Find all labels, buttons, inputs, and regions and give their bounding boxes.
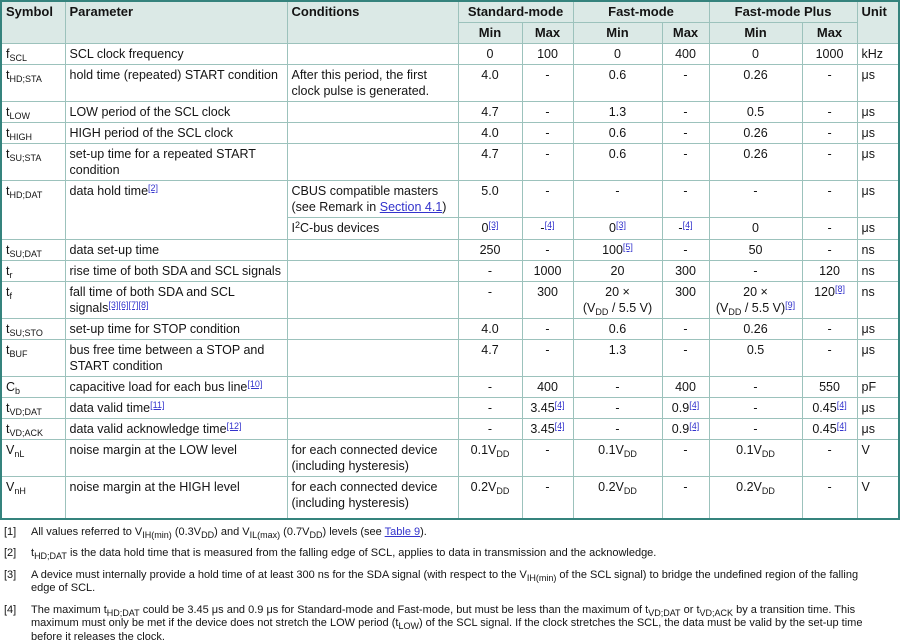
value-cell: -	[802, 218, 857, 240]
symbol-cell: $V_{nL}$	[1, 440, 65, 477]
footnote-link[interactable]: [7]	[128, 300, 138, 310]
table-row	[1, 419, 899, 440]
value-cell: -	[522, 477, 573, 519]
condition-cell: CBUS compatible masters (see Remark in Section 4.1)	[287, 181, 458, 218]
value-cell: 400	[522, 377, 573, 398]
header-fast-max: Max	[662, 23, 709, 44]
value-cell: 4.7	[458, 102, 522, 123]
symbol-cell: $t_f$	[1, 282, 65, 319]
value-cell: 0	[709, 218, 802, 240]
value-cell: -	[802, 65, 857, 102]
unit-cell: μs	[857, 340, 899, 377]
value-cell: 0.45[4]	[802, 419, 857, 440]
condition-cell	[287, 419, 458, 440]
value-cell: 4.7	[458, 144, 522, 181]
value-cell: -	[522, 181, 573, 218]
value-cell: -	[802, 240, 857, 261]
value-cell: 0[3]	[458, 218, 522, 240]
symbol-cell: $t_{VD;DAT}$	[1, 398, 65, 419]
value-cell: 400	[662, 44, 709, 65]
value-cell: $0.1V_{DD}$	[573, 440, 662, 477]
header-unit: Unit	[857, 1, 899, 44]
value-cell: -	[662, 102, 709, 123]
footnote-link[interactable]: [4]	[837, 421, 847, 431]
value-cell: 50	[709, 240, 802, 261]
value-cell: 550	[802, 377, 857, 398]
unit-cell: μs	[857, 398, 899, 419]
condition-cell: $I^2C$-bus devices	[287, 218, 458, 240]
value-cell: -	[662, 240, 709, 261]
value-cell: 3.45[4]	[522, 419, 573, 440]
footnote-text: $t_{HD;DAT}$ is the data hold time that is measured from the falling edge of SCL, applies to data in transmission and the acknowledge.	[31, 547, 890, 561]
parameter-cell: noise margin at the HIGH level	[65, 477, 287, 519]
unit-cell: pF	[857, 377, 899, 398]
footnote-link[interactable]: [5]	[623, 242, 633, 252]
value-cell: 0[3]	[573, 218, 662, 240]
unit-cell: μs	[857, 218, 899, 240]
symbol-cell: $t_{SU;DAT}$	[1, 240, 65, 261]
value-cell: -	[458, 261, 522, 282]
value-cell: 0.6	[573, 123, 662, 144]
footnote-link[interactable]: [4]	[545, 220, 555, 230]
parameter-cell: HIGH period of the SCL clock	[65, 123, 287, 144]
value-cell: 0.6	[573, 65, 662, 102]
table-row	[1, 44, 899, 65]
value-cell: 1000	[802, 44, 857, 65]
footnote-text: All values referred to $V_{IH(min)}$ $(0.3V_{DD})$ and $V_{IL(max)}$ $(0.7V_{DD})$ levels (see Table 9).	[31, 526, 890, 540]
header-fmp-max: Max	[802, 23, 857, 44]
table-row	[1, 282, 899, 319]
table-row	[1, 144, 899, 181]
footnote-link[interactable]: [4]	[837, 400, 847, 410]
footnote-link[interactable]: [3]	[488, 220, 498, 230]
footnote-link[interactable]: [12]	[227, 421, 242, 431]
symbol-cell: $t_{HIGH}$	[1, 123, 65, 144]
symbol-cell: $C_b$	[1, 377, 65, 398]
parameter-cell: data set-up time	[65, 240, 287, 261]
footnote-link[interactable]: Table 9	[385, 526, 420, 538]
value-cell: 0.5	[709, 340, 802, 377]
value-cell: -	[709, 398, 802, 419]
value-cell: -	[802, 477, 857, 519]
condition-cell	[287, 282, 458, 319]
value-cell: -	[662, 181, 709, 218]
header-group-row	[1, 1, 899, 23]
value-cell: $0.2V_{DD}$	[573, 477, 662, 519]
value-cell: 0.26	[709, 144, 802, 181]
condition-cell: for each connected device (including hysteresis)	[287, 440, 458, 477]
unit-cell: V	[857, 440, 899, 477]
value-cell: -	[573, 398, 662, 419]
value-cell: 1.3	[573, 102, 662, 123]
unit-cell: μs	[857, 419, 899, 440]
value-cell: 0.45[4]	[802, 398, 857, 419]
value-cell: 300	[662, 261, 709, 282]
symbol-cell: $t_{HD;STA}$	[1, 65, 65, 102]
value-cell: 0.6	[573, 144, 662, 181]
value-cell: 20 × ($V_{DD} / 5.5$ V)[9]	[709, 282, 802, 319]
footnote-marker: [3]	[4, 569, 31, 596]
parameter-cell: LOW period of the SCL clock	[65, 102, 287, 123]
header-std-max: Max	[522, 23, 573, 44]
footnote	[4, 569, 890, 596]
value-cell: -	[522, 144, 573, 181]
value-cell: 4.0	[458, 319, 522, 340]
parameter-cell: capacitive load for each bus line[10]	[65, 377, 287, 398]
value-cell: -	[662, 144, 709, 181]
value-cell: -	[662, 123, 709, 144]
value-cell: 0.26	[709, 319, 802, 340]
condition-cell: After this period, the first clock pulse is generated.	[287, 65, 458, 102]
footnote-link[interactable]: [4]	[555, 421, 565, 431]
value-cell: 300	[522, 282, 573, 319]
footnote-link[interactable]: [11]	[150, 400, 164, 410]
header-fast-min: Min	[573, 23, 662, 44]
value-cell: 0.6	[573, 319, 662, 340]
parameter-cell: set-up time for a repeated START condition	[65, 144, 287, 181]
value-cell: -	[662, 477, 709, 519]
footnote-link[interactable]: [2]	[148, 183, 158, 193]
value-cell: -	[709, 261, 802, 282]
parameter-cell: SCL clock frequency	[65, 44, 287, 65]
symbol-cell: $V_{nH}$	[1, 477, 65, 519]
table-row	[1, 398, 899, 419]
symbol-cell: $t_{HD;DAT}$	[1, 181, 65, 240]
value-cell: 4.0	[458, 65, 522, 102]
table-row	[1, 440, 899, 477]
table-row	[1, 65, 899, 102]
header-std-min: Min	[458, 23, 522, 44]
value-cell: 1000	[522, 261, 573, 282]
value-cell: 0.5	[709, 102, 802, 123]
footnote	[4, 547, 890, 561]
unit-cell: V	[857, 477, 899, 519]
value-cell: -	[522, 102, 573, 123]
value-cell: 100	[522, 44, 573, 65]
header-standard-mode: Standard-mode	[458, 1, 573, 23]
value-cell: -	[802, 144, 857, 181]
value-cell: -	[802, 181, 857, 218]
value-cell: 4.7	[458, 340, 522, 377]
footnotes-section	[0, 520, 890, 644]
footnote-link[interactable]: [8]	[138, 300, 148, 310]
unit-cell: μs	[857, 319, 899, 340]
condition-cell	[287, 240, 458, 261]
value-cell: -	[522, 65, 573, 102]
value-cell: 120	[802, 261, 857, 282]
condition-cell	[287, 340, 458, 377]
value-cell: -	[802, 440, 857, 477]
condition-cell	[287, 398, 458, 419]
table-row	[1, 181, 899, 218]
condition-cell	[287, 102, 458, 123]
value-cell: 100[5]	[573, 240, 662, 261]
table-row	[1, 123, 899, 144]
value-cell: 20	[573, 261, 662, 282]
footnote-link[interactable]: [4]	[683, 220, 693, 230]
value-cell: 3.45[4]	[522, 398, 573, 419]
footnote-marker: [2]	[4, 547, 31, 561]
footnote	[4, 526, 890, 540]
footnote	[4, 604, 890, 644]
footnote-link[interactable]: [8]	[835, 284, 845, 294]
value-cell: -	[662, 319, 709, 340]
unit-cell: ns	[857, 261, 899, 282]
value-cell: 0.26	[709, 65, 802, 102]
table-row	[1, 377, 899, 398]
footnote-marker: [1]	[4, 526, 31, 540]
value-cell: 1.3	[573, 340, 662, 377]
unit-cell: μs	[857, 181, 899, 218]
value-cell: -	[802, 102, 857, 123]
value-cell: $0.1V_{DD}$	[458, 440, 522, 477]
symbol-cell: $t_r$	[1, 261, 65, 282]
footnote-link[interactable]: [3]	[108, 300, 118, 310]
footnote-text: A device must internally provide a hold time of at least 300 ns for the SDA signal (with respect to the $V_{IH(min)}$ of the SCL signal) to bridge the undefined region of the falling edge of SCL.	[31, 569, 890, 596]
value-cell: -	[522, 240, 573, 261]
value-cell: -	[458, 419, 522, 440]
value-cell: -	[458, 282, 522, 319]
table-row	[1, 261, 899, 282]
table-row	[1, 102, 899, 123]
footnote-marker: [4]	[4, 604, 31, 644]
parameter-cell: data hold time[2]	[65, 181, 287, 240]
value-cell: -	[522, 440, 573, 477]
footnote-link[interactable]: [10]	[247, 379, 262, 389]
header-fast-mode: Fast-mode	[573, 1, 709, 23]
value-cell: -	[522, 123, 573, 144]
value-cell: -	[662, 340, 709, 377]
condition-cell	[287, 261, 458, 282]
parameter-cell: data valid time[11]	[65, 398, 287, 419]
value-cell: -	[662, 65, 709, 102]
symbol-cell: $t_{VD;ACK}$	[1, 419, 65, 440]
symbol-cell: $t_{BUF}$	[1, 340, 65, 377]
value-cell: -	[662, 440, 709, 477]
value-cell: -[4]	[662, 218, 709, 240]
condition-cell	[287, 377, 458, 398]
symbol-cell: $t_{SU;STA}$	[1, 144, 65, 181]
value-cell: -	[709, 181, 802, 218]
value-cell: -	[458, 398, 522, 419]
header-symbol: Symbol	[1, 1, 65, 44]
value-cell: 300	[662, 282, 709, 319]
value-cell: $0.2V_{DD}$	[709, 477, 802, 519]
value-cell: -	[573, 181, 662, 218]
footnote-link[interactable]: [6]	[118, 300, 128, 310]
value-cell: -	[573, 377, 662, 398]
value-cell: -	[709, 377, 802, 398]
value-cell: $0.2V_{DD}$	[458, 477, 522, 519]
footnote-link[interactable]: [4]	[689, 400, 699, 410]
footnote-link[interactable]: [9]	[785, 300, 795, 310]
unit-cell: μs	[857, 102, 899, 123]
value-cell: 0	[709, 44, 802, 65]
unit-cell: kHz	[857, 44, 899, 65]
table-row	[1, 477, 899, 519]
value-cell: 250	[458, 240, 522, 261]
condition-cell	[287, 44, 458, 65]
value-cell: -	[573, 419, 662, 440]
condition-cell	[287, 319, 458, 340]
value-cell: 120[8]	[802, 282, 857, 319]
parameter-cell: set-up time for STOP condition	[65, 319, 287, 340]
header-conditions: Conditions	[287, 1, 458, 44]
parameter-cell: hold time (repeated) START condition	[65, 65, 287, 102]
unit-cell: μs	[857, 123, 899, 144]
value-cell: -	[522, 319, 573, 340]
table-row	[1, 319, 899, 340]
timing-table-body	[1, 44, 899, 519]
value-cell: -	[802, 319, 857, 340]
header-fmp-min: Min	[709, 23, 802, 44]
table-header	[1, 1, 899, 44]
footnote-link[interactable]: [4]	[689, 421, 699, 431]
unit-cell: ns	[857, 282, 899, 319]
value-cell: 0.9[4]	[662, 398, 709, 419]
table-row	[1, 340, 899, 377]
parameter-cell: data valid acknowledge time[12]	[65, 419, 287, 440]
value-cell: -	[458, 377, 522, 398]
value-cell: -	[802, 123, 857, 144]
header-parameter: Parameter	[65, 1, 287, 44]
table-row	[1, 240, 899, 261]
symbol-cell: $f_{SCL}$	[1, 44, 65, 65]
value-cell: 20 × ($V_{DD} / 5.5$ V)	[573, 282, 662, 319]
unit-cell: ns	[857, 240, 899, 261]
footnote-text: The maximum $t_{HD;DAT}$ could be 3.45 μs and 0.9 μs for Standard-mode and Fast-mode, but must be less than the maximum of $t_{VD;DAT}$ or $t_{VD;ACK}$ by a transition time. This maximum must only be met if the device does not stretch the LOW period $(t_{LOW})$ of the SCL signal. If the clock stretches the SCL, the data must be valid by the set-up time before it releases the clock.	[31, 604, 890, 644]
parameter-cell: rise time of both SDA and SCL signals	[65, 261, 287, 282]
value-cell: -[4]	[522, 218, 573, 240]
parameter-cell: bus free time between a STOP and START condition	[65, 340, 287, 377]
value-cell: 0	[458, 44, 522, 65]
footnote-link[interactable]: [4]	[555, 400, 565, 410]
footnote-link[interactable]: [3]	[616, 220, 626, 230]
value-cell: 4.0	[458, 123, 522, 144]
condition-cell	[287, 144, 458, 181]
footnote-link[interactable]: Section 4.1	[380, 200, 443, 214]
condition-cell: for each connected device (including hysteresis)	[287, 477, 458, 519]
value-cell: 0.26	[709, 123, 802, 144]
parameter-cell: fall time of both SDA and SCL signals[3][6][7][8]	[65, 282, 287, 319]
value-cell: -	[522, 340, 573, 377]
value-cell: 0.9[4]	[662, 419, 709, 440]
header-fast-mode-plus: Fast-mode Plus	[709, 1, 857, 23]
unit-cell: μs	[857, 65, 899, 102]
condition-cell	[287, 123, 458, 144]
value-cell: -	[709, 419, 802, 440]
value-cell: $0.1V_{DD}$	[709, 440, 802, 477]
value-cell: -	[802, 340, 857, 377]
value-cell: 5.0	[458, 181, 522, 218]
parameter-cell: noise margin at the LOW level	[65, 440, 287, 477]
symbol-cell: $t_{SU;STO}$	[1, 319, 65, 340]
symbol-cell: $t_{LOW}$	[1, 102, 65, 123]
unit-cell: μs	[857, 144, 899, 181]
value-cell: 0	[573, 44, 662, 65]
value-cell: 400	[662, 377, 709, 398]
